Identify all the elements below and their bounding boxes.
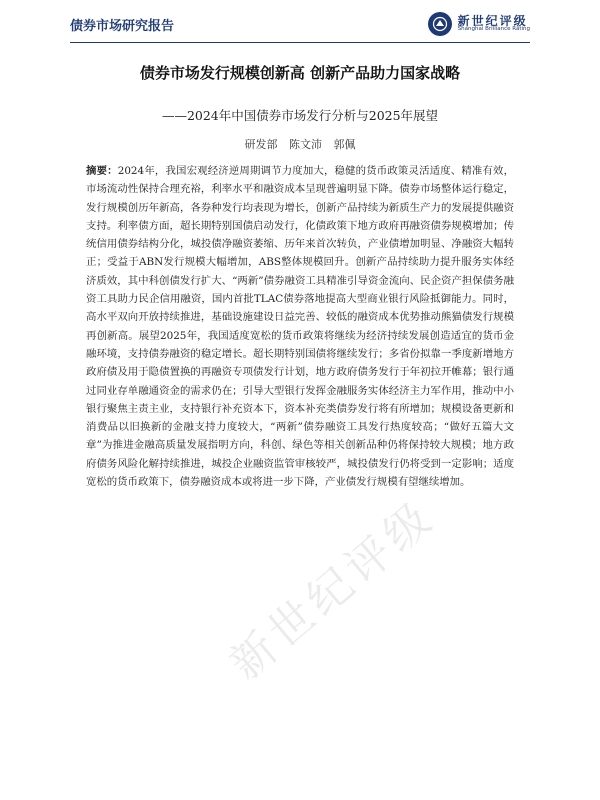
abstract-text: 2024年，我国宏观经济逆周期调节力度加大，稳健的货币政策灵活适度、精准有效，市场流动性保持合理充裕，利率水平和融资成本呈现普遍明显下降。债券市场整体运行稳定，发行规模创历年新高，各券种发行均表现为增长，创新产品持续为新质生产力的发展提供融资支持。利率债方面，超长期特别国债启动发行，化债政策下地方政府再融资债券规模增加；传统信用债券结构分化，城投债净融资萎缩、历年来首次转负，产业债增加明显、净融资大幅转正；受益于ABN发行规模大幅增加，ABS整体规模回升。创新产品持续助力提升服务实体经济质效，其中科创债发行扩大、“两新”债券融资工具精准引导资金流向、民企资产担保债务融资工具助力民企信用融资，国内首批TLAC债券落地提高大型商业银行风险抵御能力。同时，高水平双向开放持续推进，基础设施建设日益完善、较低的融资成本优势推动熊猫债发行规模再创新高。展望2025年，我国适度宽松的货币政策将继续为经济持续发展创造适宜的货币金融环境，支持债券融资的稳定增长。超长期特别国债将继续发行；多省份拟靠一季度新增地方政府债及用于隐债置换的再融资专项债发行计划，地方政府债务发行于年初拉开帷幕；银行通过同业存单融通资金的需求仍在；引导大型银行发挥金融服务实体经济主力军作用，推动中小银行聚焦主责主业，支持银行补充资本下，资本补充类债券发行将有所增加；规模设备更新和消费品以旧换新的金融支持力度较大，“两新”债券融资工具发行热度较高；“做好五篇大文章”为推进金融高质量发展指明方向，科创、绿色等相关创新品种仍将保持较大规模；地方政府债务风险化解持续推进，城投企业融资监管审核较严，城投债发行仍将受到一定影响；适度宽松的货币政策下，债券融资成本或将进一步下降，产业债发行规模有望继续增加。 [86,165,514,489]
abstract-paragraph [86,162,514,491]
brand-logo [428,12,530,36]
page-header [70,6,530,43]
report-title: 债券市场发行规模创新高 创新产品助力国家战略 [139,64,461,82]
watermark: 新世纪评级 [220,490,446,691]
rating-agency-emblem-icon [428,12,452,36]
report-subtitle: ——2024年中国债券市场发行分析与2025年展望 [161,108,439,123]
brand-name-en: Shanghai Brilliance Rating [457,26,530,33]
report-authors: 研发部 陈文沛 郭佩 [244,138,356,151]
report-type-label: 债券市场研究报告 [70,18,175,34]
brand-name-cn: 新世纪评级 [457,13,528,28]
abstract-label: 摘要： [86,165,118,177]
